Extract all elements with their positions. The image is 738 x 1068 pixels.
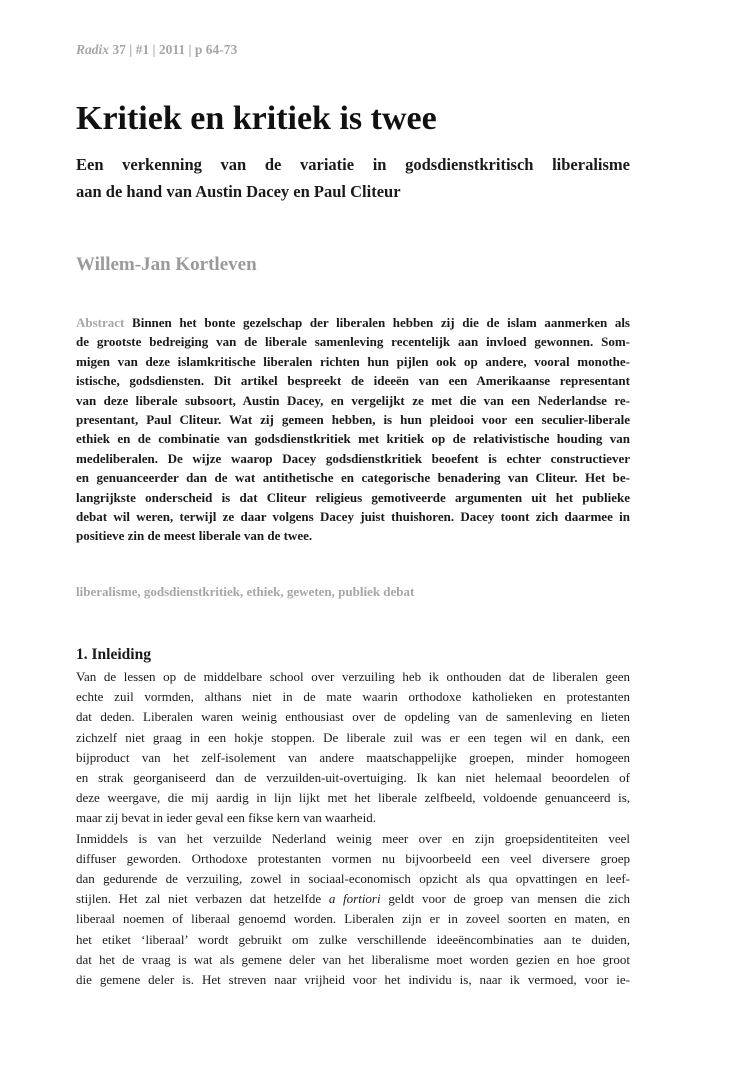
abstract-line: de grootste bedreiging van de liberale samenleving recentelijk aan invloed gewonnen. Som- [76, 334, 630, 350]
body-line: en strak georganiseerd dan de verzuilden-uit-overtuiging. Ik kan niet helemaal beoordelen of [76, 770, 630, 786]
abstract-line: van deze liberale subsoort, Austin Dacey, en vergelijkt ze met die van een Nederlandse re- [76, 392, 630, 408]
abstract-line: en genuanceerder dan de wat antithetische en categorische benadering van Cliteur. Het be- [76, 470, 630, 486]
body-line: maar zij bevat in ieder geval een fikse kern van waarheid. [76, 810, 376, 826]
abstract-line: migen van deze islamkritische liberalen richten hun pijlen ook op andere, vooral monothe- [76, 353, 630, 369]
abstract-line: presentant, Paul Cliteur. Wat zij gemeen hebben, is hun pleidooi voor een seculier-liberale [76, 412, 630, 428]
author-name: Willem-Jan Kortleven [76, 254, 257, 275]
subtitle-line: aan de hand van Austin Dacey en Paul Cliteur [76, 182, 401, 201]
body-line: Inmiddels is van het verzuilde Nederland weinig meer over en zijn groepsidentiteiten veel [76, 830, 630, 846]
body-line: Van de lessen op de middelbare school over verzuiling heb ik onthouden dat de liberalen geen [76, 669, 630, 684]
italic-term: a fortiori [328, 891, 381, 907]
abstract-line: istische, godsdiensten. Dit artikel bespreekt de ideeën van een Amerikaanse representant [76, 373, 630, 389]
body-line: het etiket ‘liberaal’ wordt gebruikt om zulke verschillende ideeëncombinaties aan te duiden, [76, 931, 630, 947]
keywords: liberalisme, godsdienstkritiek, ethiek, geweten, publiek debat [76, 584, 415, 599]
body-line: zichzelf niet graag in een hokje stoppen. De liberale zuil was er een tegen wil en dank, een [76, 729, 630, 745]
abstract-line: ethiek en de combinatie van godsdienstkritiek met kritiek op de relativistische houding van [76, 431, 630, 447]
body-line: deze weergave, die mij aardig in lijn lijkt met het liberale zelfbeeld, voldoende genuanceerd is, [76, 790, 630, 806]
body-line: echte zuil vormden, althans niet in de mate waarin orthodoxe katholieken en protestanten [76, 689, 630, 705]
journal-header [76, 42, 237, 58]
body-line: dat het de vraag is wat als gemene deler van het liberalisme moet worden gezien en hoe groot [76, 951, 630, 967]
body-line [76, 889, 630, 909]
article-title: Kritiek en kritiek is twee [76, 100, 437, 137]
abstract-first-line: Binnen het bonte gezelschap der liberalen hebben zij die de islam aanmerken als [132, 315, 630, 330]
journal-name: Radix [76, 42, 110, 57]
abstract-line: langrijkste onderscheid is dat Cliteur religieus gemotiveerde argumenten uit het publieke [76, 489, 630, 505]
body-segment: stijlen. Het zal niet verbazen dat hetzelfde [76, 891, 329, 907]
body-line: liberaal noemen of liberaal genoemd worden. Liberalen zijn er in zoveel soorten en maten, en [76, 911, 630, 927]
body-line: die gemene deler is. Het streven naar vrijheid voor het individu is, naar ik vermoed, voor ie- [76, 972, 630, 988]
body-line: dan gedurende de verzuiling, zowel in sociaal-economisch opzicht als qua opvattingen en leef- [76, 871, 630, 887]
body-line: dat deden. Liberalen waren weinig enthousiast over de opdeling van de samenleving en lieten [76, 709, 630, 725]
body-segment: geldt voor de groep van mensen die zich [380, 891, 630, 907]
section-title: 1. Inleiding [76, 646, 151, 663]
section-body [76, 667, 630, 990]
body-line: diffuser geworden. Orthodoxe protestanten vormen nu bijvoorbeeld een veel diversere groep [76, 850, 630, 866]
article-subtitle [76, 151, 630, 205]
abstract-line: debat wil weren, terwijl ze daar volgens Dacey juist thuishoren. Dacey toont zich daarmee in [76, 509, 630, 525]
abstract [76, 313, 630, 546]
abstract-line [76, 313, 630, 332]
abstract-line: medeliberalen. De wijze waarop Dacey godsdienstkritiek beoefent is echter constructiever [76, 450, 630, 466]
subtitle-line: Een verkenning van de variatie in godsdienstkritisch liberalisme [76, 155, 630, 174]
abstract-line: positieve zin de meest liberale van de twee. [76, 528, 313, 544]
abstract-label: Abstract [76, 315, 125, 330]
journal-meta: 37 | #1 | 2011 | p 64-73 [112, 42, 238, 57]
body-line: bijproduct van het zelf-isolement van andere maatschappelijke groepen, minder homogeen [76, 749, 630, 765]
